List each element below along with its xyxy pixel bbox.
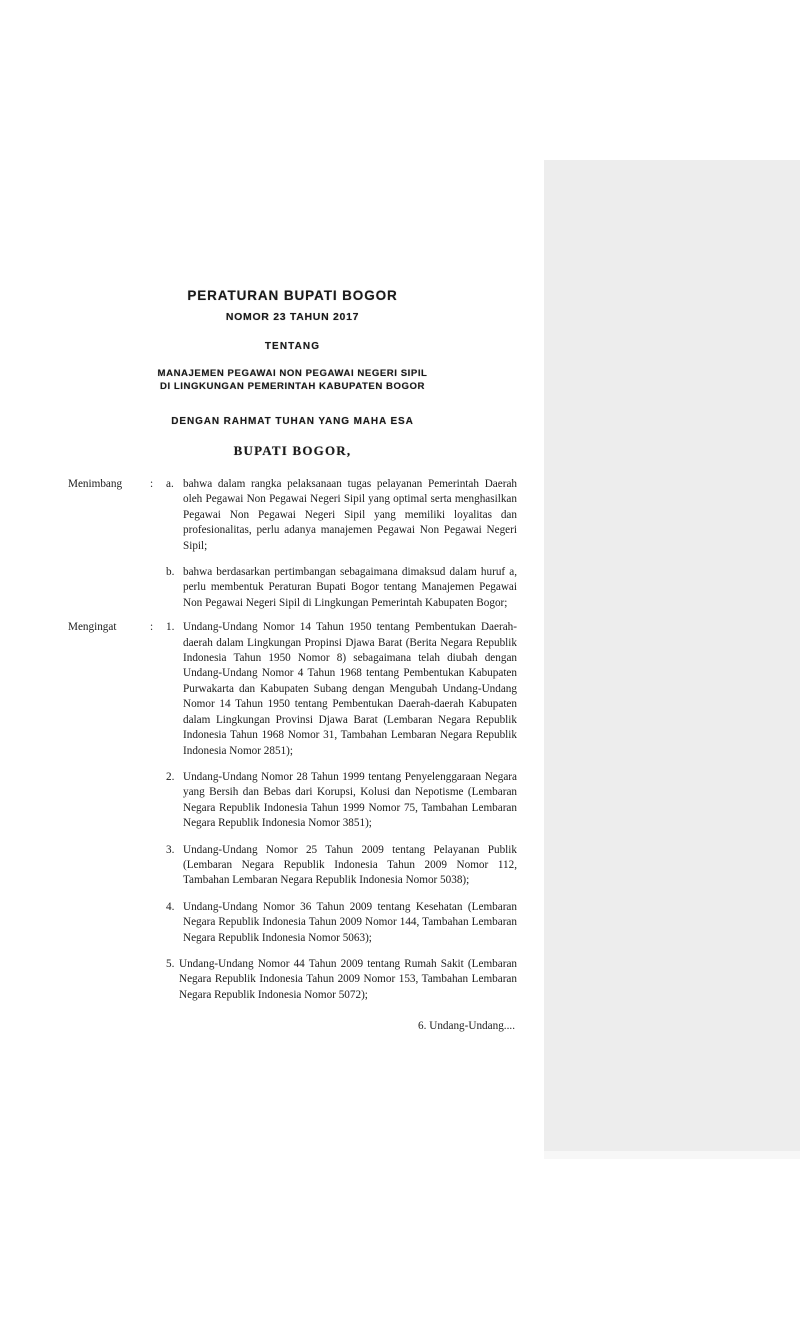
list-item-marker: a. [166,478,174,490]
list-item-marker: 1. [166,621,175,634]
document-content [68,288,517,1035]
page-catchword: 6. Undang-Undang.... [418,1020,515,1033]
subject-line-2: DI LINGKUNGAN PEMERINTAH KABUPATEN BOGOR [159,381,426,392]
list-item [166,620,517,759]
list-item [166,900,517,946]
clause-menimbang-items [166,477,517,611]
list-item-marker: 3. [166,843,175,856]
list-item [166,957,517,1003]
list-item [166,477,517,554]
clause-menimbang-label: Menimbang [68,478,123,490]
list-item-marker: 2. [166,770,175,783]
list-item-marker: b. [166,566,175,579]
regulation-number: NOMOR 23 TAHUN 2017 [225,311,360,323]
about-label: TENTANG [264,341,321,352]
clause-mengingat-items [166,620,517,1003]
list-item-text: bahwa dalam rangka pelaksanaan tugas pelayanan Pemerintah Daerah oleh Pegawai Non Pegawai Negeri Sipil yang optimal serta menghasilkan Pegawai Non Pegawai Negeri Sipil yang memiliki loyalitas dan profesionalitas, perlu adanya manajemen Pegawai Non Pegawai Negeri Sipil; [183,478,517,552]
list-item-text: Undang-Undang Nomor 36 Tahun 2009 tentang Kesehatan (Lembaran Negara Republik Indonesia Tahun 2009 Nomor 144, Tambahan Lembaran Negara Republik Indonesia Nomor 5063); [183,900,517,944]
page-title: PERATURAN BUPATI BOGOR [187,288,398,303]
list-item [166,843,517,889]
issuer-title: BUPATI BOGOR, [233,443,352,458]
clause-mengingat [68,620,517,1003]
clause-mengingat-label: Mengingat [68,621,117,634]
clause-mengingat-colon: : [150,621,154,634]
list-item [166,770,517,832]
document-heading [68,288,517,459]
list-item-text: Undang-Undang Nomor 25 Tahun 2009 tentang Pelayanan Publik (Lembaran Negara Republik Indonesia Tahun 2009 Nomor 112, Tambahan Lembaran Negara Republik Indonesia Nomor 5038); [183,843,517,887]
viewer-side-panel-shadow [544,1151,800,1159]
list-item-text: Undang-Undang Nomor 44 Tahun 2009 tentang Rumah Sakit (Lembaran Negara Republik Indonesia Tahun 2009 Nomor 153, Tambahan Lembaran Negara Republik Indonesia Nomor 5072); [179,957,517,1001]
clause-menimbang-colon: : [150,478,154,490]
viewer-side-panel [544,160,800,1151]
list-item-text: Undang-Undang Nomor 14 Tahun 1950 tentang Pembentukan Daerah-daerah dalam Lingkungan Propinsi Djawa Barat (Berita Negara Republik Indonesia Tahun 1950 Nomor 8) sebagaimana telah diubah dengan Undang-Undang Nomor 4 Tahun 1968 tentang Pembentukan Kabupaten Purwakarta dan Kabupaten Subang dengan Mengubah Undang-Undang Nomor 14 Tahun 1950 tentang Pembentukan Daerah-daerah Kabupaten dalam Lingkungan Provinsi Djawa Barat (Lembaran Negara Republik Indonesia Tahun 1968 Nomor 31, Tambahan Lembaran Negara Republik Indonesia Nomor 2851); [183,621,517,757]
clause-menimbang [68,477,517,611]
blessing-line: DENGAN RAHMAT TUHAN YANG MAHA ESA [171,416,414,427]
list-item-text: Undang-Undang Nomor 28 Tahun 1999 tentang Penyelenggaraan Negara yang Bersih dan Bebas dari Korupsi, Kolusi dan Nepotisme (Lembaran Negara Republik Indonesia Tahun 1999 Nomor 75, Tambahan Lembaran Negara Republik Indonesia Nomor 3851); [183,770,517,830]
list-item-text: bahwa berdasarkan pertimbangan sebagaimana dimaksud dalam huruf a, perlu membentuk Peraturan Bupati Bogor tentang Manajemen Pegawai Non Pegawai Negeri Sipil di Lingkungan Pemerintah Kabupaten Bogor; [183,566,517,609]
list-item-marker: 5. [166,957,175,970]
list-item [166,565,517,611]
subject-line-1: MANAJEMEN PEGAWAI NON PEGAWAI NEGERI SIPIL [157,368,428,379]
list-item-marker: 4. [166,900,175,913]
